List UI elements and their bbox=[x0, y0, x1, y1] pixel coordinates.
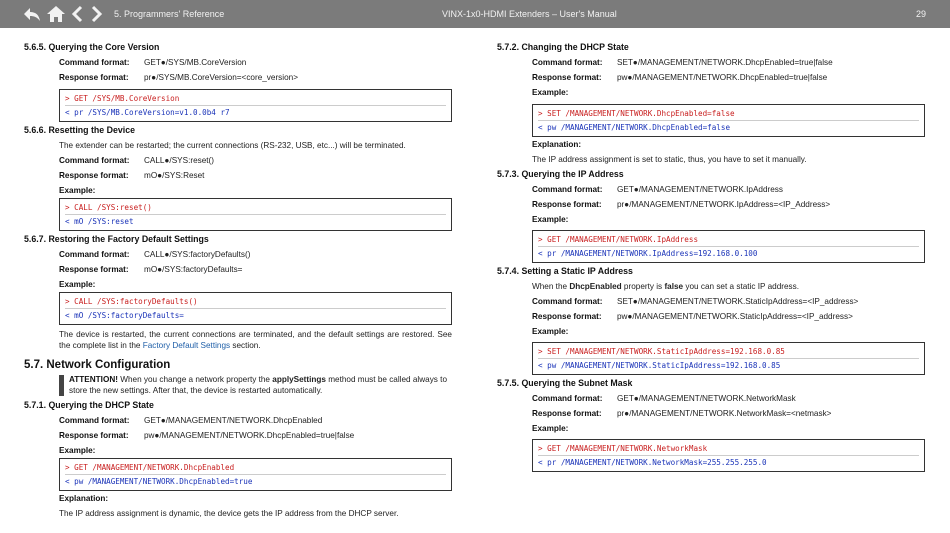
code-request: > CALL /SYS:factoryDefaults() bbox=[65, 295, 446, 309]
code-request: > GET /MANAGEMENT/NETWORK.DhcpEnabled bbox=[65, 461, 446, 475]
code-example bbox=[59, 292, 452, 325]
response-format-row bbox=[24, 262, 454, 277]
code-example bbox=[532, 230, 925, 263]
command-format-row bbox=[497, 294, 927, 309]
description-text-end: section. bbox=[230, 341, 261, 350]
code-request: > GET /MANAGEMENT/NETWORK.NetworkMask bbox=[538, 442, 919, 456]
code-example bbox=[59, 458, 452, 491]
example-label: Example: bbox=[532, 424, 569, 433]
command-format-label: Command format: bbox=[532, 58, 603, 67]
heading-5-7-5: 5.7.5. Querying the Subnet Mask bbox=[497, 378, 633, 388]
response-format-value: pr●/SYS/MB.CoreVersion=<core_version> bbox=[144, 73, 298, 82]
heading-5-7-1: 5.7.1. Querying the DHCP State bbox=[24, 400, 154, 410]
code-request: > GET /MANAGEMENT/NETWORK.IpAddress bbox=[538, 233, 919, 247]
example-label: Example: bbox=[59, 186, 96, 195]
response-format-label: Response format: bbox=[532, 312, 602, 321]
response-format-row bbox=[497, 406, 927, 421]
nav-buttons bbox=[22, 4, 106, 24]
previous-page-icon[interactable] bbox=[68, 4, 88, 24]
response-format-row bbox=[497, 70, 927, 85]
attention-note bbox=[59, 375, 447, 396]
command-format-label: Command format: bbox=[532, 297, 603, 306]
heading-5-6-5: 5.6.5. Querying the Core Version bbox=[24, 42, 160, 52]
example-label: Example: bbox=[532, 88, 569, 97]
code-example bbox=[59, 198, 452, 231]
section-label: 5. Programmers' Reference bbox=[114, 9, 225, 19]
command-format-row bbox=[497, 391, 927, 406]
right-column bbox=[497, 40, 927, 472]
home-icon[interactable] bbox=[46, 4, 66, 24]
response-format-row bbox=[497, 197, 927, 212]
command-format-value: GET●/MANAGEMENT/NETWORK.DhcpEnabled bbox=[144, 416, 323, 425]
heading-5-6-6: 5.6.6. Resetting the Device bbox=[24, 125, 135, 135]
command-format-value: GET●/MANAGEMENT/NETWORK.IpAddress bbox=[617, 185, 783, 194]
example-label: Example: bbox=[532, 215, 569, 224]
response-format-value: pw●/MANAGEMENT/NETWORK.DhcpEnabled=true|false bbox=[144, 431, 355, 440]
false-keyword: false bbox=[664, 282, 684, 291]
explanation-label: Explanation: bbox=[532, 140, 582, 149]
response-format-value: mO●/SYS:factoryDefaults= bbox=[144, 265, 243, 274]
note-text-end: method must be called always to store the new settings. After that, the device is restarted automatically. bbox=[69, 375, 448, 395]
next-page-icon[interactable] bbox=[86, 4, 106, 24]
command-format-row bbox=[24, 153, 454, 168]
header-bar bbox=[0, 0, 950, 28]
heading-5-7-2: 5.7.2. Changing the DHCP State bbox=[497, 42, 629, 52]
command-format-value: CALL●/SYS:reset() bbox=[144, 156, 215, 165]
command-format-row bbox=[24, 413, 454, 428]
command-format-value: SET●/MANAGEMENT/NETWORK.StaticIpAddress=<IP_address> bbox=[617, 297, 859, 306]
response-format-label: Response format: bbox=[532, 409, 602, 418]
response-format-row bbox=[24, 70, 454, 85]
response-format-label: Response format: bbox=[532, 73, 602, 82]
command-format-value: SET●/MANAGEMENT/NETWORK.DhcpEnabled=true|false bbox=[617, 58, 833, 67]
response-format-row bbox=[24, 168, 454, 183]
response-format-label: Response format: bbox=[59, 73, 129, 82]
heading-5-7: 5.7. Network Configuration bbox=[24, 359, 171, 371]
document-title: VINX-1x0-HDMI Extenders – User's Manual bbox=[442, 9, 617, 19]
command-format-label: Command format: bbox=[59, 250, 130, 259]
heading-5-7-3: 5.7.3. Querying the IP Address bbox=[497, 169, 624, 179]
command-format-row bbox=[497, 55, 927, 70]
response-format-value: mO●/SYS:Reset bbox=[144, 171, 205, 180]
command-format-row bbox=[24, 247, 454, 262]
code-response: < pr /SYS/MB.CoreVersion=v1.0.0b4 r7 bbox=[65, 108, 230, 117]
command-format-label: Command format: bbox=[532, 394, 603, 403]
example-label: Example: bbox=[532, 327, 569, 336]
description bbox=[497, 279, 927, 294]
code-request: > CALL /SYS:reset() bbox=[65, 201, 446, 215]
code-response: < pw /MANAGEMENT/NETWORK.StaticIpAddress=192.168.0.85 bbox=[538, 361, 781, 370]
description: The extender can be restarted; the current connections (RS-232, USB, etc...) will be terminated. bbox=[59, 141, 406, 150]
code-example bbox=[532, 104, 925, 137]
command-format-row bbox=[497, 182, 927, 197]
explanation-label: Explanation: bbox=[59, 494, 109, 503]
command-format-row bbox=[24, 55, 454, 70]
example-label: Example: bbox=[59, 280, 96, 289]
command-format-value: CALL●/SYS:factoryDefaults() bbox=[144, 250, 251, 259]
response-format-value: pr●/MANAGEMENT/NETWORK.IpAddress=<IP_Address> bbox=[617, 200, 831, 209]
code-request: > SET /MANAGEMENT/NETWORK.DhcpEnabled=false bbox=[538, 107, 919, 121]
heading-5-6-7: 5.6.7. Restoring the Factory Default Settings bbox=[24, 234, 209, 244]
page-number: 29 bbox=[915, 9, 926, 19]
note-text: When you change a network property the bbox=[117, 375, 273, 384]
response-format-label: Response format: bbox=[59, 171, 129, 180]
heading-5-7-4: 5.7.4. Setting a Static IP Address bbox=[497, 266, 633, 276]
code-response: < pw /MANAGEMENT/NETWORK.DhcpEnabled=true bbox=[65, 477, 253, 486]
response-format-value: pw●/MANAGEMENT/NETWORK.StaticIpAddress=<IP_address> bbox=[617, 312, 853, 321]
code-response: < mO /SYS:reset bbox=[65, 217, 134, 226]
code-response: < mO /SYS:factoryDefaults= bbox=[65, 311, 184, 320]
code-response: < pw /MANAGEMENT/NETWORK.DhcpEnabled=false bbox=[538, 123, 731, 132]
left-column bbox=[24, 40, 454, 521]
command-format-label: Command format: bbox=[59, 58, 130, 67]
command-format-label: Command format: bbox=[59, 156, 130, 165]
code-request: > SET /MANAGEMENT/NETWORK.StaticIpAddress=192.168.0.85 bbox=[538, 345, 919, 359]
code-request: > GET /SYS/MB.CoreVersion bbox=[65, 92, 446, 106]
description bbox=[24, 329, 454, 351]
command-format-label: Command format: bbox=[59, 416, 130, 425]
explanation-text: The IP address assignment is set to static, thus, you have to set it manually. bbox=[532, 155, 807, 164]
description-text-end: you can set a static IP address. bbox=[683, 282, 800, 291]
command-format-value: GET●/SYS/MB.CoreVersion bbox=[144, 58, 247, 67]
code-example bbox=[59, 89, 452, 122]
response-format-value: pr●/MANAGEMENT/NETWORK.NetworkMask=<netmask> bbox=[617, 409, 832, 418]
response-format-label: Response format: bbox=[532, 200, 602, 209]
description-text: When the bbox=[532, 282, 570, 291]
dhcp-enabled-keyword: DhcpEnabled bbox=[569, 282, 622, 291]
response-format-row bbox=[497, 309, 927, 324]
description-text-mid: property is bbox=[621, 282, 665, 291]
back-arrow-icon[interactable] bbox=[22, 4, 42, 24]
response-format-row bbox=[24, 428, 454, 443]
code-response: < pr /MANAGEMENT/NETWORK.IpAddress=192.168.0.100 bbox=[538, 249, 758, 258]
command-format-value: GET●/MANAGEMENT/NETWORK.NetworkMask bbox=[617, 394, 796, 403]
description-text: The device is restarted, the current connections are terminated, and the default settings are restored. See the complete list in the bbox=[59, 330, 452, 350]
command-format-label: Command format: bbox=[532, 185, 603, 194]
response-format-value: pw●/MANAGEMENT/NETWORK.DhcpEnabled=true|false bbox=[617, 73, 828, 82]
response-format-label: Response format: bbox=[59, 431, 129, 440]
code-response: < pr /MANAGEMENT/NETWORK.NetworkMask=255.255.255.0 bbox=[538, 458, 767, 467]
explanation-text: The IP address assignment is dynamic, the device gets the IP address from the DHCP server. bbox=[59, 509, 399, 518]
attention-label: ATTENTION! bbox=[69, 375, 118, 384]
apply-settings-keyword: applySettings bbox=[272, 375, 326, 384]
factory-default-settings-link[interactable]: Factory Default Settings bbox=[142, 341, 231, 350]
response-format-label: Response format: bbox=[59, 265, 129, 274]
code-example bbox=[532, 439, 925, 472]
example-label: Example: bbox=[59, 446, 96, 455]
code-example bbox=[532, 342, 925, 375]
